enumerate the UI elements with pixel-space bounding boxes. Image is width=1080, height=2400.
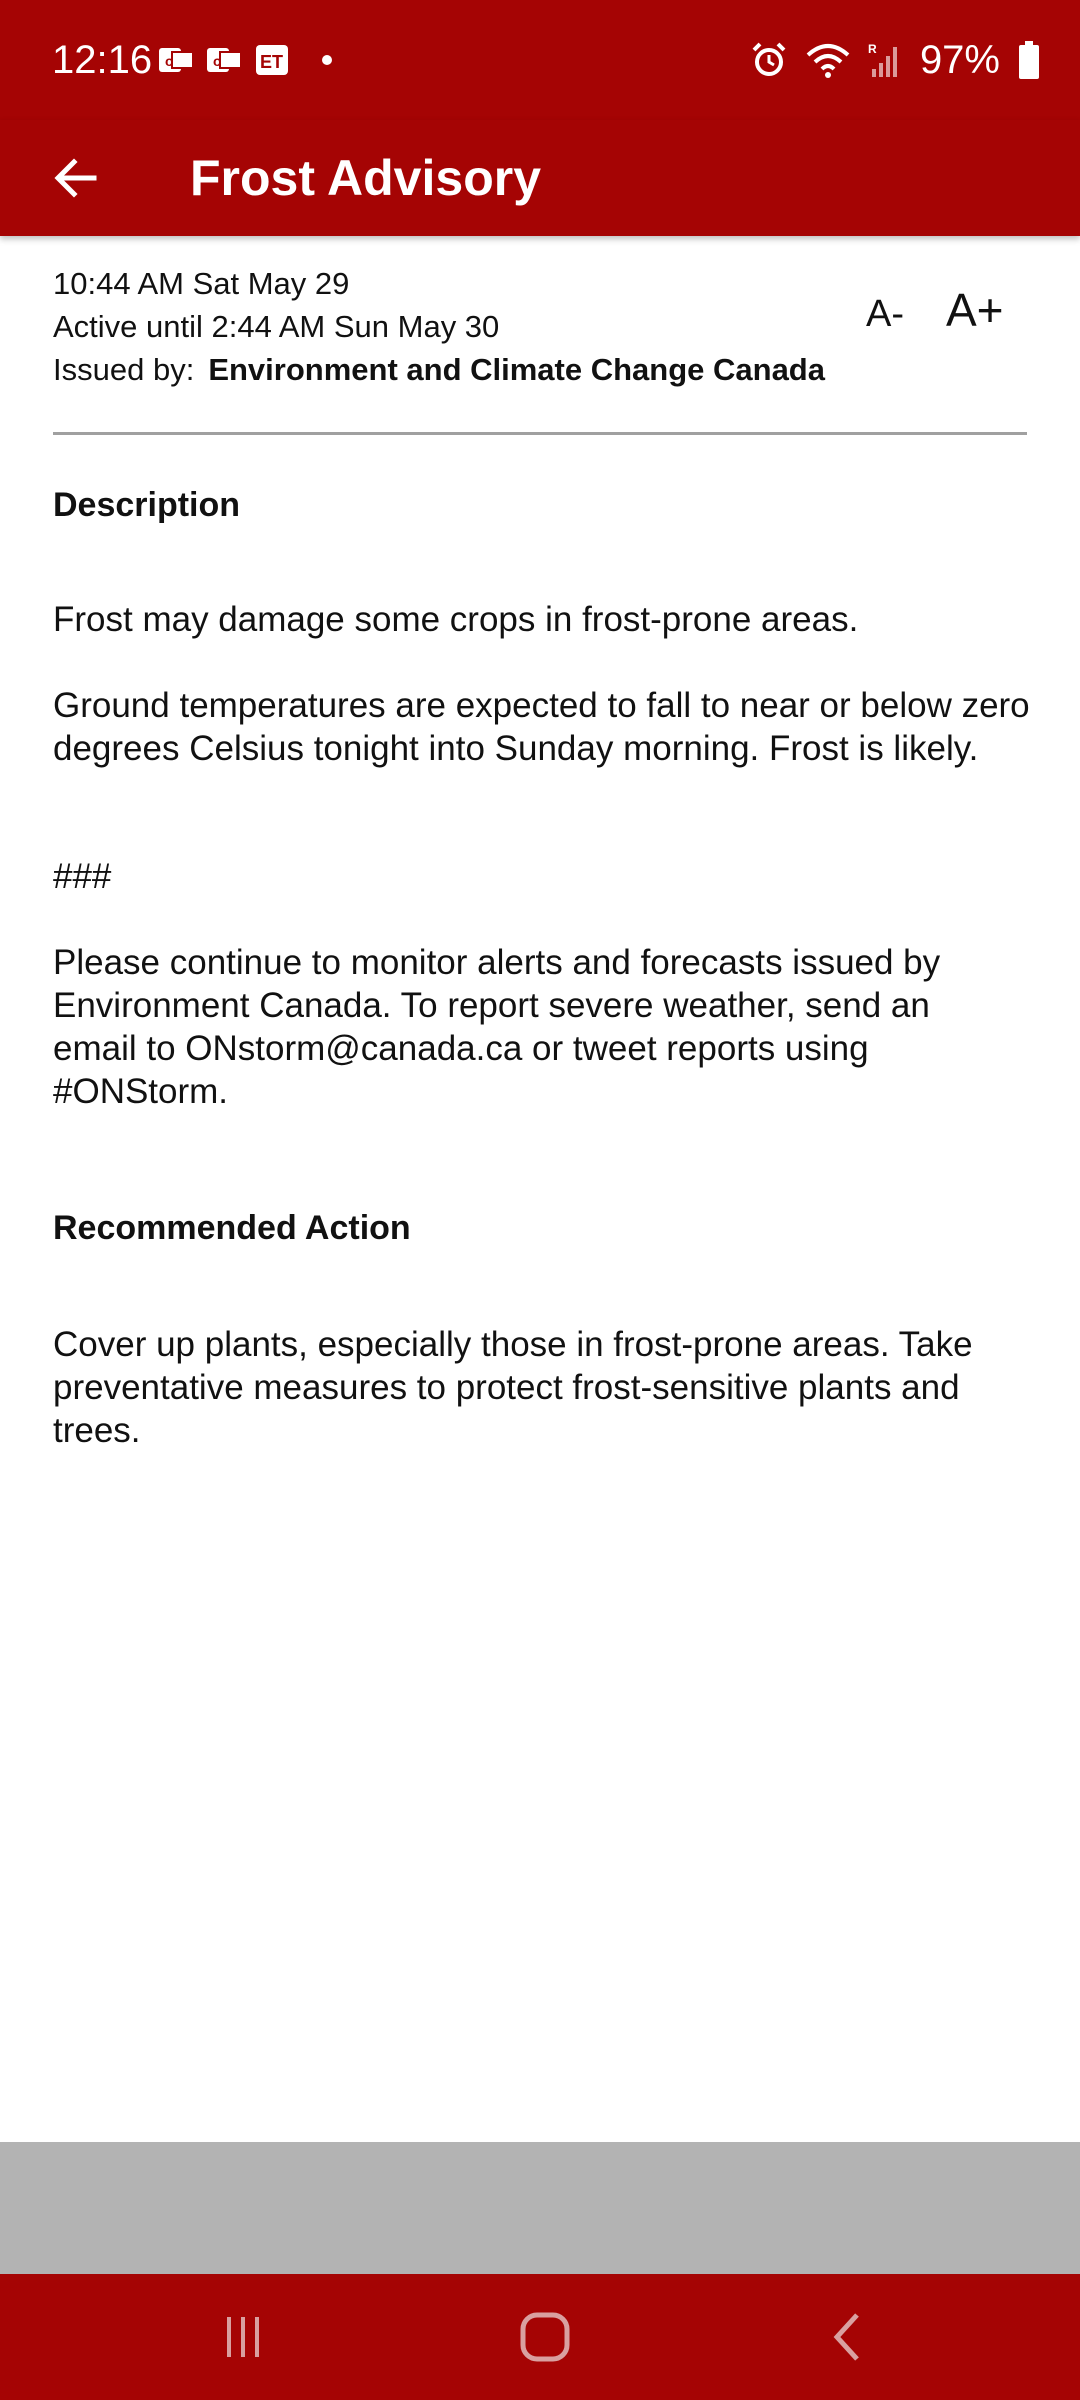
decrease-font-button[interactable]: A- xyxy=(866,293,904,335)
description-paragraph: Frost may damage some crops in frost-prone areas. xyxy=(53,600,859,639)
active-until: Active until 2:44 AM Sun May 30 xyxy=(53,309,500,344)
svg-text:o: o xyxy=(213,53,222,69)
recent-apps-icon xyxy=(219,2313,267,2361)
svg-text:o: o xyxy=(165,53,174,69)
back-arrow-icon[interactable] xyxy=(48,150,104,206)
home-button[interactable] xyxy=(495,2304,595,2370)
status-time: 12:16 xyxy=(52,38,153,82)
notification-icons xyxy=(158,44,332,76)
recent-apps-button[interactable] xyxy=(193,2304,293,2370)
back-button[interactable] xyxy=(797,2304,897,2370)
recommended-action-paragraph: Cover up plants, especially those in frost-prone areas. Take preventative measures to protect frost-sensitive plants and trees. xyxy=(53,1325,973,1450)
svg-text:R: R xyxy=(867,42,877,56)
issued-time: 10:44 AM Sat May 29 xyxy=(53,266,350,301)
wifi-icon xyxy=(806,41,850,79)
description-paragraph: Please continue to monitor alerts and forecasts issued by Environment Canada. To report severe weather, send an email to ONstorm@canada.ca or tweet reports using #ONStorm. xyxy=(53,943,941,1111)
divider xyxy=(53,432,1027,435)
issued-by-row xyxy=(53,348,825,391)
app-bar xyxy=(0,120,1080,236)
increase-font-button[interactable]: A+ xyxy=(946,284,1004,336)
battery-percent: 97% xyxy=(919,38,1000,82)
et-app-icon xyxy=(254,44,290,76)
alert-meta xyxy=(53,262,825,391)
outlook-icon xyxy=(158,44,194,76)
issued-by-value: Environment and Climate Change Canada xyxy=(208,352,825,387)
status-bar xyxy=(0,0,1080,120)
home-icon xyxy=(517,2309,573,2365)
page-title: Frost Advisory xyxy=(190,150,542,206)
issued-by-label: Issued by: xyxy=(53,352,195,387)
description-paragraph: Ground temperatures are expected to fall to near or below zero degrees Celsius tonight into Sunday morning. Frost is likely. xyxy=(53,686,1030,768)
signal-roaming-icon xyxy=(868,41,902,79)
nav-back-icon xyxy=(823,2309,871,2365)
alarm-icon xyxy=(750,41,788,79)
outlook-icon xyxy=(206,44,242,76)
description-heading: Description xyxy=(53,486,241,524)
recommended-action-heading: Recommended Action xyxy=(53,1209,411,1247)
system-nav-bar xyxy=(0,2274,1080,2400)
more-notifications-dot xyxy=(322,55,332,65)
svg-text:ET: ET xyxy=(260,52,284,72)
status-right xyxy=(750,36,1040,84)
bottom-banner-area xyxy=(0,2142,1080,2274)
description-paragraph: ### xyxy=(53,857,112,896)
battery-icon xyxy=(1018,40,1040,80)
